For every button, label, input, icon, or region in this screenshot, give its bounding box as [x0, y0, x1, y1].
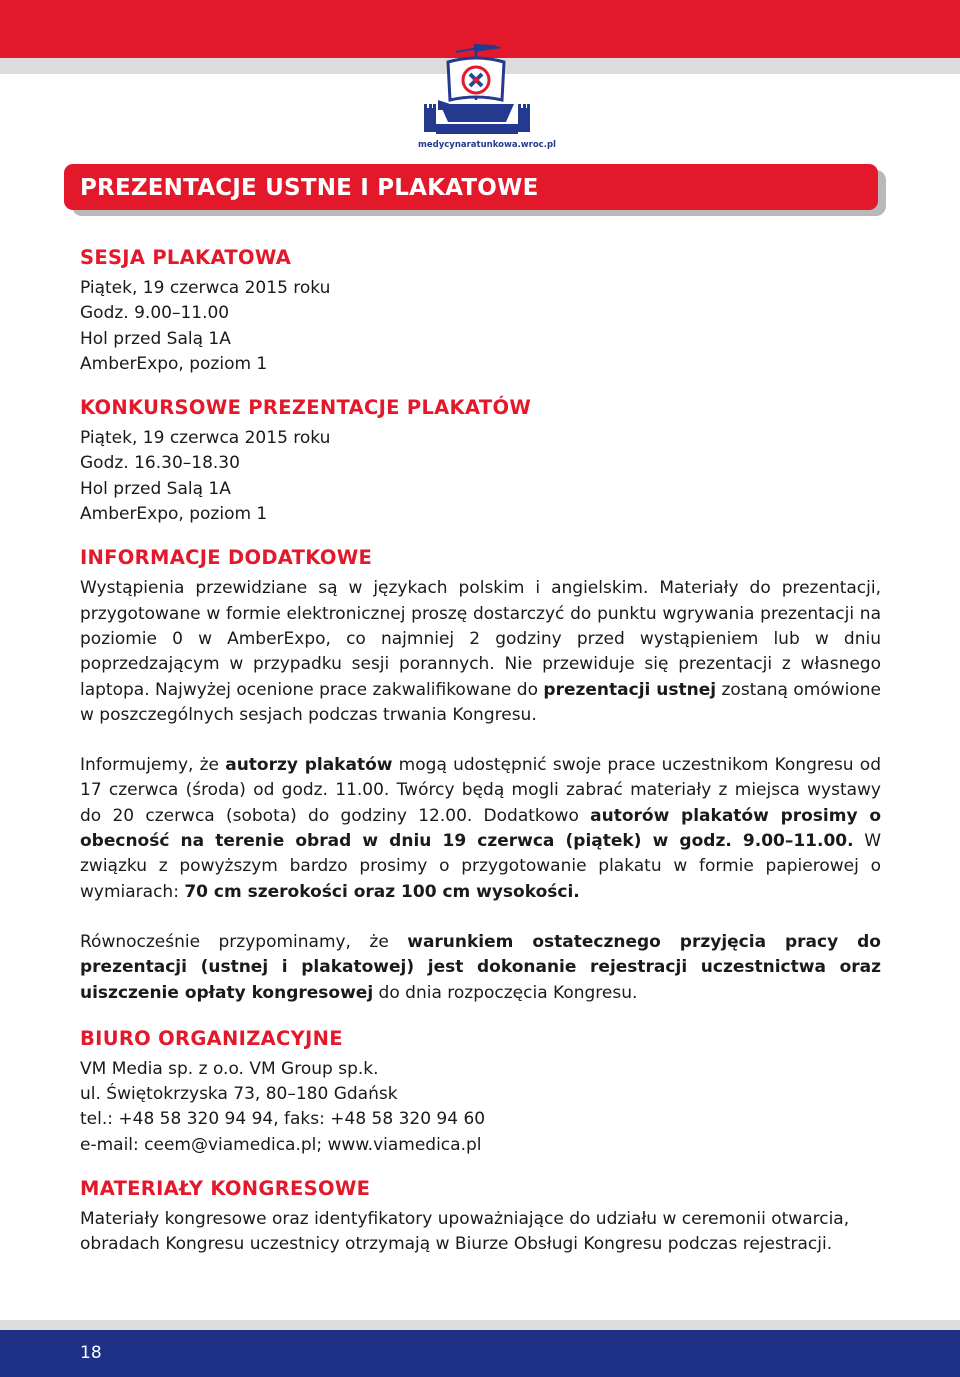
info-paragraph-3	[80, 930, 881, 1006]
congress-logo	[418, 38, 556, 150]
biuro-line: VM Media sp. z o.o. VM Group sp.k.	[80, 1058, 379, 1079]
text-run: zostaną omówione w poszczególnych sesjach podczas trwania Kongresu.	[80, 679, 881, 725]
biuro-heading: BIURO ORGANIZACYJNE	[80, 1026, 343, 1050]
text-run: Równocześnie przypominamy, że	[80, 931, 408, 952]
text-run: do dnia rozpoczęcia Kongresu.	[373, 982, 638, 1003]
info-paragraph-2	[80, 753, 881, 905]
info-heading: INFORMACJE DODATKOWE	[80, 546, 373, 570]
text-run: Informujemy, że	[80, 755, 226, 776]
biuro-details	[80, 1057, 881, 1158]
text-run: W związku z powyższym bardzo prosimy o przygotowanie plakatu w formie papierowej o wymiarach:	[80, 831, 882, 902]
bold-run: 70 cm szerokości oraz 100 cm wysokości.	[184, 881, 580, 902]
konkurs-line: AmberExpo, poziom 1	[80, 504, 268, 525]
materialy-heading: MATERIAŁY KONGRESOWE	[80, 1177, 371, 1201]
materialy-text: Materiały kongresowe oraz identyfikatory upoważniające do udziału w ceremonii otwarcia, obradach Kongresu uczestnicy otrzymają w Biurze Obsługi Kongresu podczas rejestracji.	[80, 1209, 850, 1255]
content	[80, 244, 881, 1258]
footer-bar	[0, 1330, 960, 1377]
biuro-line: e-mail: ceem@viamedica.pl; www.viamedica.pl	[80, 1134, 482, 1155]
text-run: mogą udostępnić swoje prace uczestnikom Kongresu od 17 czerwca (środa) od godz. 11.00. Twórcy będą mogli zabrać materiały z miejsca wystawy do 20 czerwca (sobota) do godziny 12.00. Dodatkowo	[80, 755, 881, 826]
sesja-line: Godz. 9.00–11.00	[80, 303, 230, 324]
sesja-heading: SESJA PLAKATOWA	[80, 246, 292, 269]
text-run: Wystąpienia przewidziane są w językach polskim i angielskim. Materiały do prezentacji, przygotowane w formie elektronicznej proszę dostarczyć do punktu wgrywania prezentacji na poziomie 0 w AmberExpo, co najmniej 2 godziny przed wystąpieniem lub w dniu poprzedzającym w przypadku sesji porannych. Nie przewiduje się prezentacji z własnego laptopa. Najwyżej ocenione prace zakwalifikowane do	[80, 578, 881, 700]
info-paragraph-1	[80, 576, 881, 728]
konkurs-details	[80, 426, 881, 527]
sesja-line: Piątek, 19 czerwca 2015 roku	[80, 278, 331, 298]
konkurs-line: Piątek, 19 czerwca 2015 roku	[80, 428, 331, 449]
konkurs-line: Godz. 16.30–18.30	[80, 453, 240, 474]
sesja-details	[80, 276, 881, 377]
bold-run: autorów plakatów prosimy o obecność na terenie obrad w dniu 19 czerwca (piątek) w godz. 9.00–11.00.	[80, 805, 882, 852]
page-number: 18	[80, 1343, 102, 1363]
konkurs-line: Hol przed Salą 1A	[80, 478, 231, 499]
logo-url: medycynaratunkowa.wroc.pl	[418, 140, 556, 150]
banner-title: PREZENTACJE USTNE I PLAKATOWE	[80, 175, 539, 201]
footer-grey-stripe	[0, 1320, 960, 1330]
bold-run: warunkiem ostatecznego przyjęcia pracy do prezentacji (ustnej i plakatowej) jest dokonanie rejestracji uczestnictwa oraz uiszczenie opłaty kongresowej	[80, 931, 881, 1003]
biuro-line: ul. Świętokrzyska 73, 80–180 Gdańsk	[80, 1084, 398, 1105]
sesja-line: AmberExpo, poziom 1	[80, 353, 268, 374]
bold-run: autorzy plakatów	[225, 755, 393, 776]
ship-logo-icon	[418, 38, 538, 138]
bold-run: prezentacji ustnej	[543, 679, 717, 700]
sesja-line: Hol przed Salą 1A	[80, 328, 231, 349]
konkurs-heading: KONKURSOWE PREZENTACJE PLAKATÓW	[80, 396, 532, 420]
section-banner	[64, 164, 878, 210]
biuro-line: tel.: +48 58 320 94 94, faks: +48 58 320 94 60	[80, 1109, 486, 1130]
